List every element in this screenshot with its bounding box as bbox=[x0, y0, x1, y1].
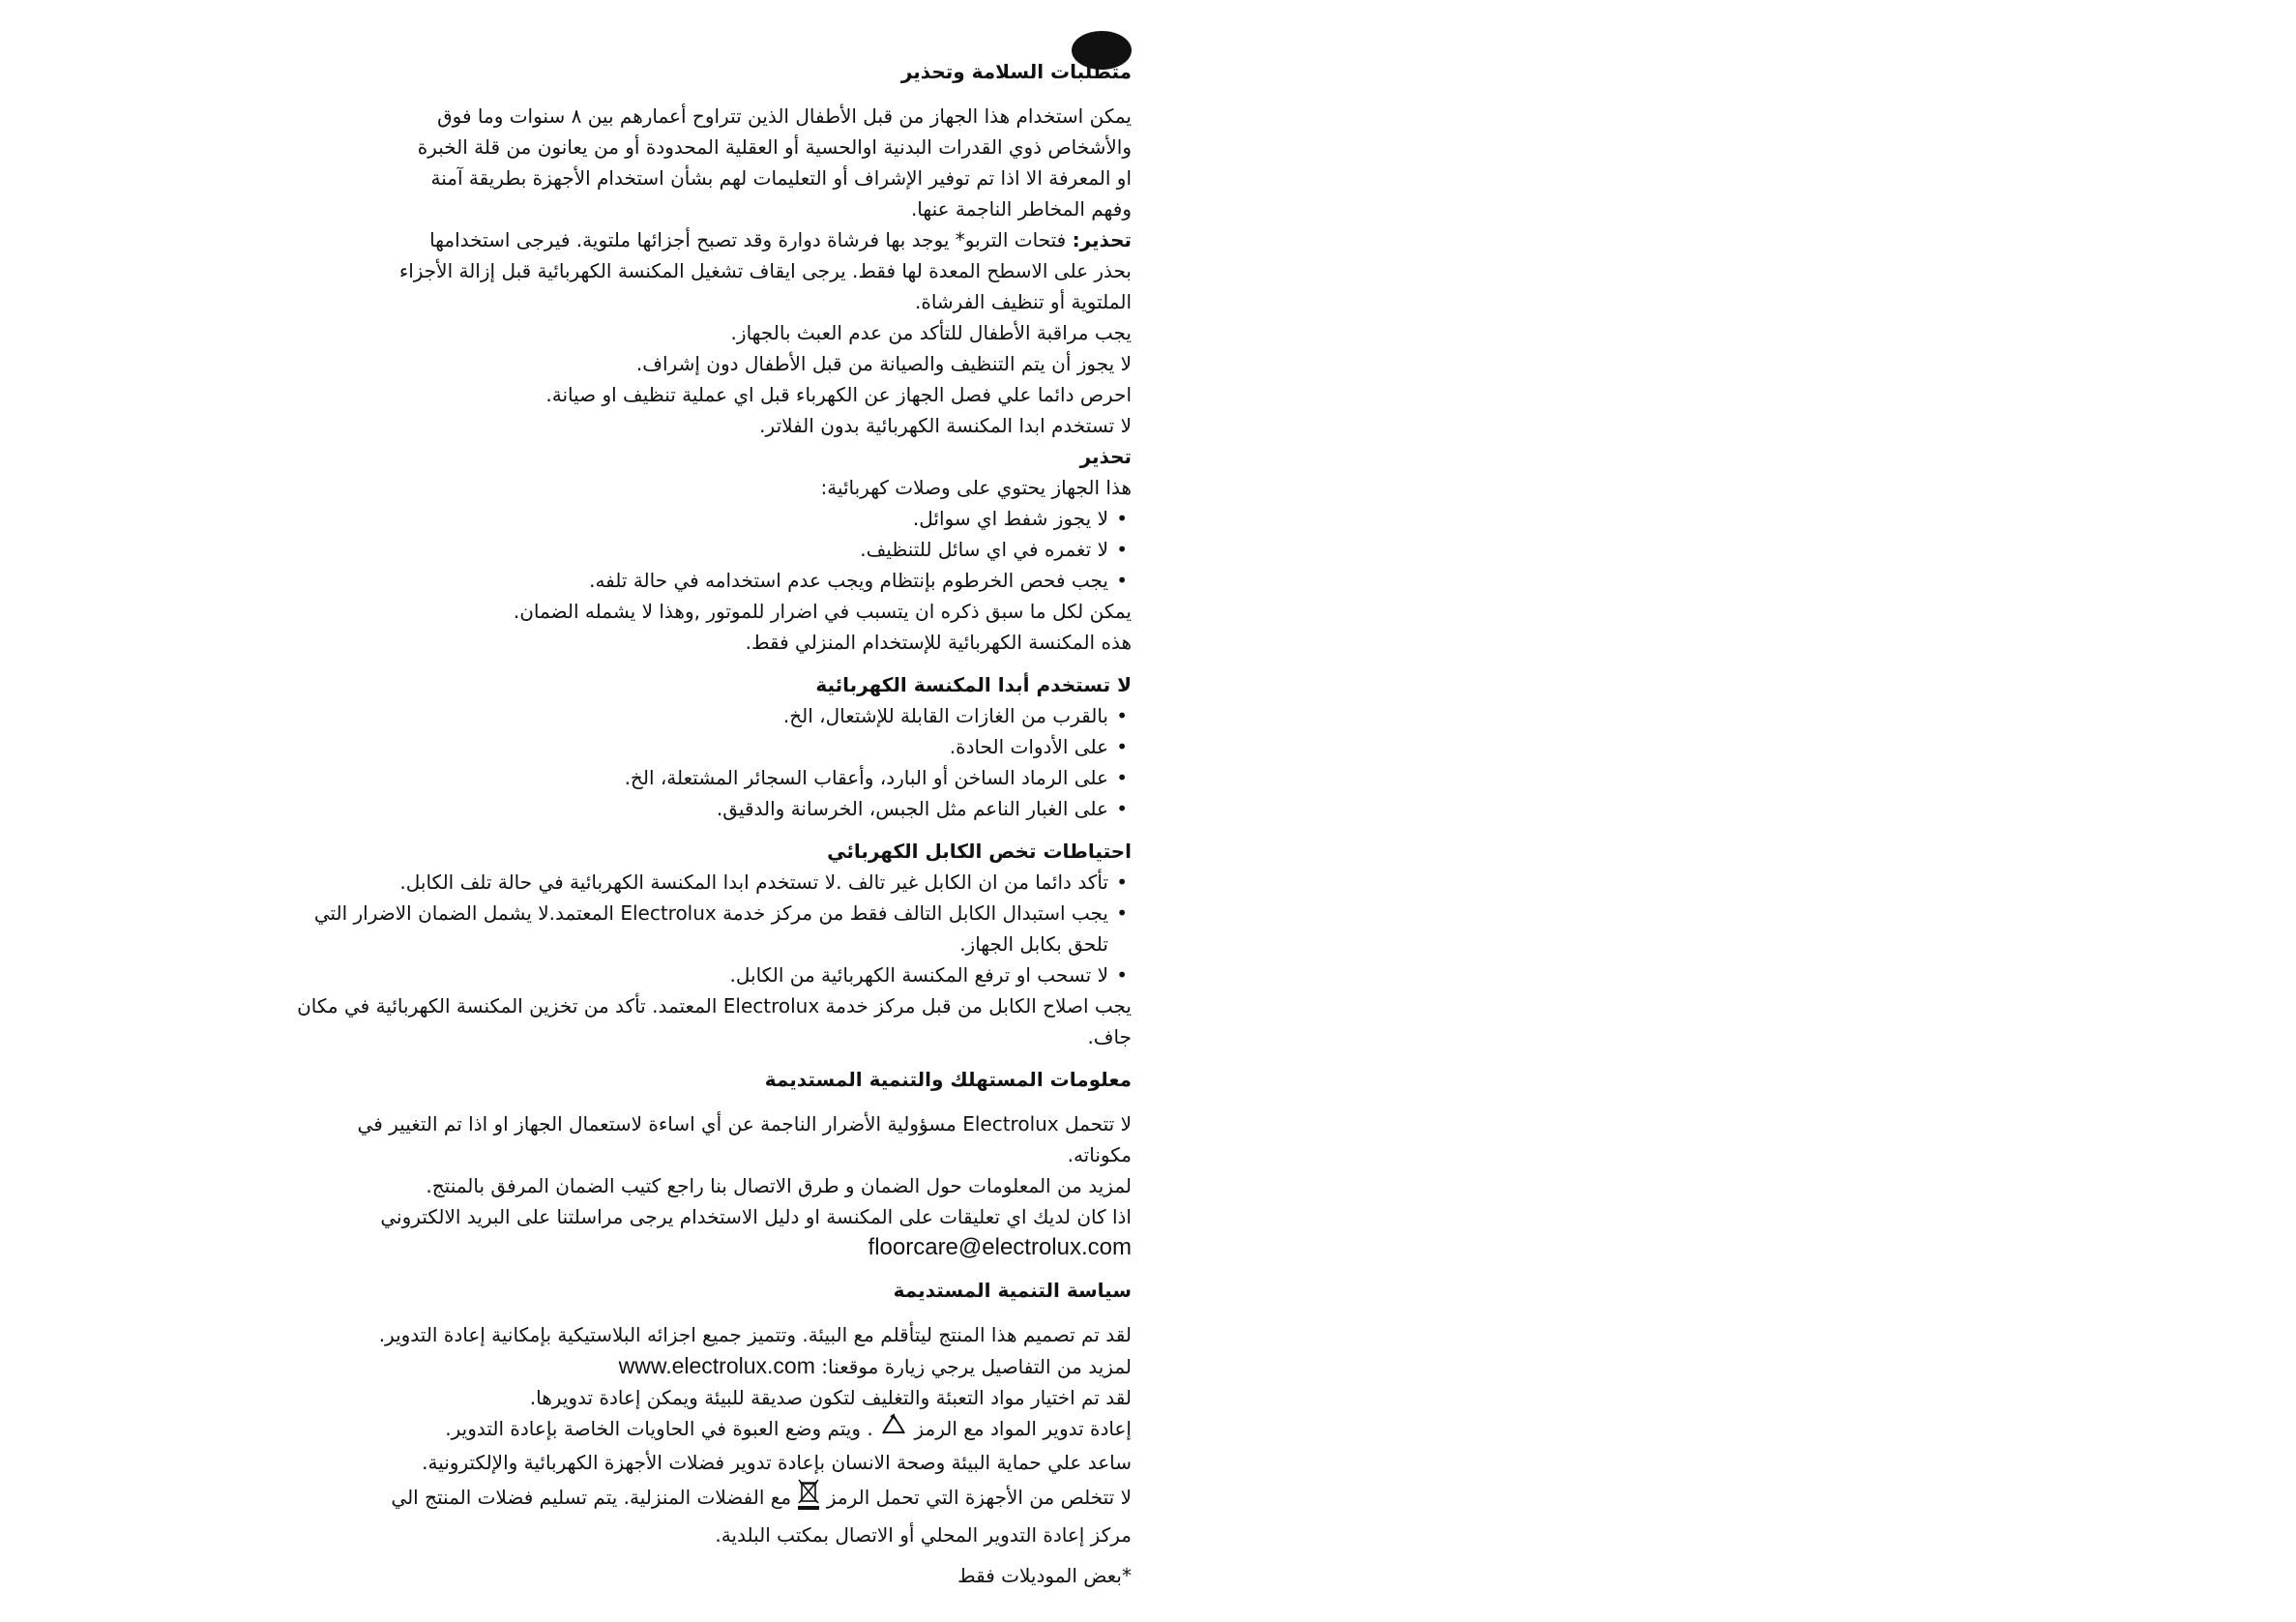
warning-line: بحذر على الاسطح المعدة لها فقط. يرجى ايقاف تشغيل المكنسة الكهربائية قبل إزالة الأجزاء bbox=[398, 259, 1132, 282]
consumer-line: لمزيد من المعلومات حول الضمان و طرق الاتصال بنا راجع كتيب الضمان المرفق بالمنتج. bbox=[426, 1174, 1132, 1197]
sustainability-line: لقد تم تصميم هذا المنتج ليتأقلم مع البيئة. وتتميز جميع اجزائه البلاستيكية بإمكانية إعادة التدوير. bbox=[378, 1323, 1132, 1346]
sustainability-line: مركز إعادة التدوير المحلي أو الاتصال بمكتب البلدية. bbox=[715, 1523, 1132, 1547]
recycle-text-b: . ويتم وضع العبوة في الحاويات الخاصة بإعادة التدوير. bbox=[445, 1417, 873, 1440]
list-item: • على الأدوات الحادة. bbox=[290, 731, 1108, 762]
safety-heading: متطلبات السلامة وتحذير bbox=[900, 60, 1132, 83]
list-item: • يجب فحص الخرطوم بإنتظام ويجب عدم استخدامه في حالة تلفه. bbox=[290, 565, 1108, 596]
warning2-heading: تحذير bbox=[1079, 445, 1132, 468]
consumer-para: لا تتحمل Electrolux مسؤولية الأضرار الناجمة عن أي اساءة لاستعمال الجهاز او اذا تم التغيير في مكوناته. bbox=[357, 1112, 1132, 1166]
warning2-list bbox=[290, 503, 1132, 596]
document-body bbox=[290, 29, 1132, 1591]
consumer-heading: معلومات المستهلك والتنمية المستديمة bbox=[764, 1068, 1132, 1091]
safety-line: والأشخاص ذوي القدرات البدنية اوالحسية أو العقلية المحدودة أو من يعانون من قلة الخبرة bbox=[417, 135, 1132, 159]
warning-line bbox=[290, 224, 1132, 255]
sustainability-line: لقد تم اختيار مواد التعبئة والتغليف لتكون صديقة للبيئة ويمكن إعادة تدويرها. bbox=[529, 1386, 1132, 1409]
list-item: • لا يجوز شفط اي سوائل. bbox=[290, 503, 1108, 534]
weee-text-b: مع الفضلات المنزلية. يتم تسليم فضلات المنتج الي bbox=[391, 1486, 792, 1509]
warning-label: تحذير: bbox=[1072, 228, 1132, 251]
list-item: • بالقرب من الغازات القابلة للإشتعال، الخ. bbox=[290, 700, 1108, 731]
warning-line: يجب مراقبة الأطفال للتأكد من عدم العبث بالجهاز. bbox=[730, 321, 1132, 344]
list-item: • على الغبار الناعم مثل الجبس، الخرسانة والدقيق. bbox=[290, 793, 1108, 824]
cable-after: يجب اصلاح الكابل من قبل مركز خدمة Electrolux المعتمد. تأكد من تخزين المكنسة الكهربائية في مكان جاف. bbox=[297, 994, 1132, 1048]
sustainability-line bbox=[290, 1478, 1132, 1519]
website-link[interactable]: www.electrolux.com bbox=[618, 1353, 815, 1378]
consumer-line: اذا كان لديك اي تعليقات على المكنسة او دليل الاستخدام يرجى مراسلتنا على البريد الالكتروني bbox=[380, 1205, 1132, 1228]
warning2-after: هذه المكنسة الكهربائية للإستخدام المنزلي فقط. bbox=[745, 631, 1132, 654]
safety-line: او المعرفة الا اذا تم توفير الإشراف أو التعليمات لهم بشأن استخدام الأجهزة بطريقة آمنة bbox=[430, 166, 1132, 190]
sustainability-line bbox=[290, 1350, 1132, 1382]
support-email[interactable]: floorcare@electrolux.com bbox=[868, 1234, 1132, 1260]
list-item: • لا تغمره في اي سائل للتنظيف. bbox=[290, 534, 1108, 565]
recycle-text-a: إعادة تدوير المواد مع الرمز bbox=[914, 1417, 1132, 1440]
warning-line: احرص دائما علي فصل الجهاز عن الكهرباء قبل اي عملية تنظيف او صيانة. bbox=[545, 383, 1132, 406]
warning2-after: يمكن لكل ما سبق ذكره ان يتسبب في اضرار للموتور ,وهذا لا يشمله الضمان. bbox=[513, 600, 1132, 623]
crossed-bin-icon bbox=[797, 1478, 820, 1519]
recycle-icon bbox=[879, 1413, 908, 1447]
weee-text-a: لا تتخلص من الأجهزة التي تحمل الرمز bbox=[826, 1486, 1132, 1509]
warning-line: لا تستخدم ابدا المكنسة الكهربائية بدون الفلاتر. bbox=[759, 414, 1132, 437]
list-item: • على الرماد الساخن أو البارد، وأعقاب السجائر المشتعلة، الخ. bbox=[290, 762, 1108, 793]
sustainability-line: ساعد علي حماية البيئة وصحة الانسان بإعادة تدوير فضلات الأجهزة الكهربائية والإلكترونية. bbox=[422, 1451, 1132, 1474]
cable-list bbox=[290, 867, 1132, 990]
never-use-heading: لا تستخدم أبدا المكنسة الكهربائية bbox=[815, 673, 1132, 696]
safety-line: يمكن استخدام هذا الجهاز من قبل الأطفال الذين تتراوح أعمارهم بين ٨ سنوات وما فوق bbox=[437, 104, 1132, 128]
warning-line: الملتوية أو تنظيف الفرشاة. bbox=[914, 290, 1132, 313]
cable-heading: احتياطات تخص الكابل الكهربائي bbox=[827, 840, 1132, 863]
safety-line: وفهم المخاطر الناجمة عنها. bbox=[910, 197, 1132, 221]
footnote: *بعض الموديلات فقط bbox=[957, 1564, 1132, 1587]
visit-text: لمزيد من التفاصيل يرجي زيارة موقعنا: bbox=[821, 1355, 1132, 1378]
warning-line: لا يجوز أن يتم التنظيف والصيانة من قبل الأطفال دون إشراف. bbox=[635, 352, 1132, 375]
warning2-intro: هذا الجهاز يحتوي على وصلات كهربائية: bbox=[820, 476, 1132, 499]
warning-text: فتحات التربو* يوجد بها فرشاة دوارة وقد تصبح أجزائها ملتوية. فيرجى استخدامها bbox=[429, 228, 1067, 251]
sustainability-heading: سياسة التنمية المستديمة bbox=[893, 1279, 1132, 1302]
list-item: • يجب استبدال الكابل التالف فقط من مركز خدمة Electrolux المعتمد.لا يشمل الضمان الاضرار التي تلحق بكابل الجهاز. bbox=[290, 898, 1108, 959]
list-item: • تأكد دائما من ان الكابل غير تالف .لا تستخدم ابدا المكنسة الكهربائية في حالة تلف الكابل. bbox=[290, 867, 1108, 898]
list-item: • لا تسحب او ترفع المكنسة الكهربائية من الكابل. bbox=[290, 959, 1108, 990]
never-use-list bbox=[290, 700, 1132, 824]
sustainability-line bbox=[290, 1413, 1132, 1447]
